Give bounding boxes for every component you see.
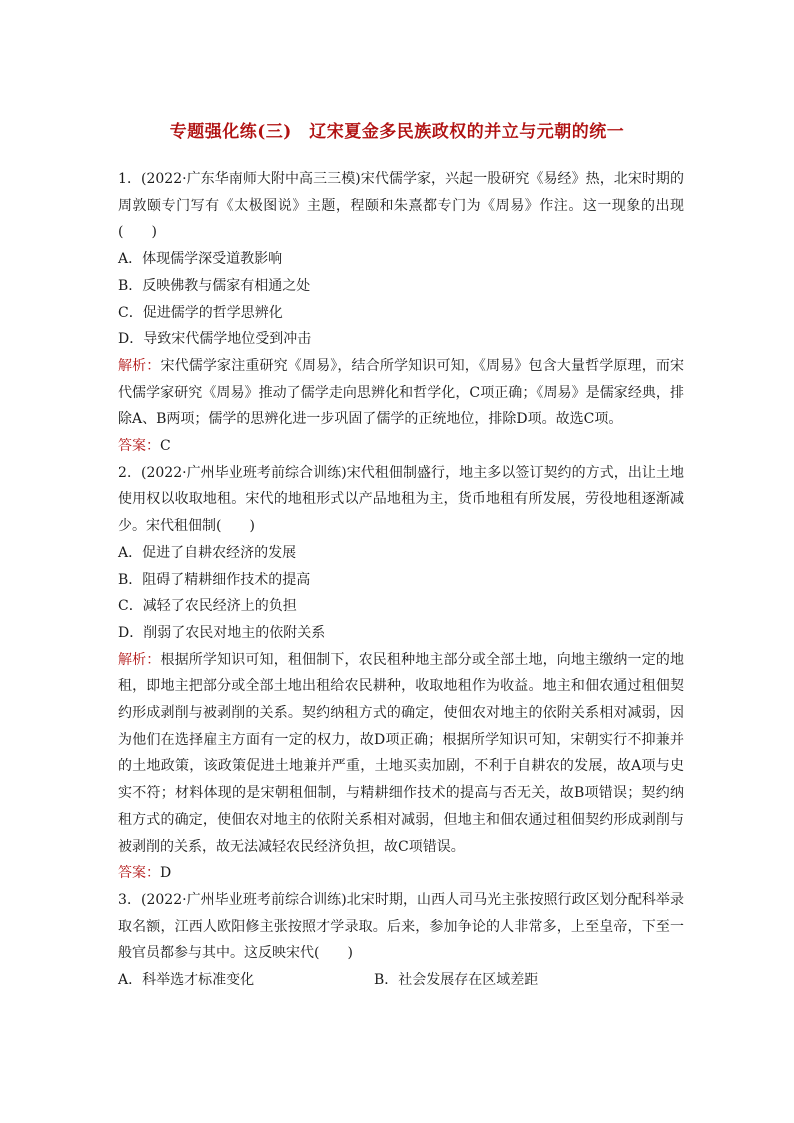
question-1 [118,166,684,460]
answer-label: 答案： [118,438,160,455]
question-list [118,166,684,994]
option-d: D．导致宋代儒学地位受到冲击 [118,331,312,348]
option-a: A．促进了自耕农经济的发展 [118,544,297,561]
question-stem: 1．(2022·广东华南师大附中高三三模)宋代儒学家，兴起一股研究《易经》热，北宋时期的周敦颐专门写有《太极图说》主题，程颐和朱熹都专门为《周易》作注。这一现象的出现( ) [118,171,684,241]
answer-value: D [160,865,172,882]
document-title: 专题强化练(三) 辽宋夏金多民族政权的并立与元朝的统一 [169,122,625,142]
question-stem: 2．(2022·广州毕业班考前综合训练)宋代租佃制盛行，地主多以签订契约的方式，出让土地使用权以收取地租。宋代的地租形式以产品地租为主，货币地租有所发展，劳役地租逐渐减少。宋代租佃制( ) [118,464,684,535]
answer [118,860,684,887]
option-a: A．科举选才标准变化 [118,972,255,989]
analysis-label: 解析： [118,357,161,374]
answer-value: C [160,438,171,455]
option-a: A．体现儒学深受道教影响 [118,251,283,268]
option-c: C．减轻了农民经济上的负担 [118,598,297,615]
answer [118,433,684,460]
question-3 [118,887,684,994]
question-2 [118,460,684,887]
option-row [118,967,684,994]
analysis-text: 根据所学知识可知，租佃制下，农民租种地主部分或全部土地，向地主缴纳一定的地租，即地主把部分或全部土地出租给农民耕种，收取地租作为收益。地主和佃农通过租佃契约形成剥削与被剥削的关系。契约纳租方式的确定，使佃农对地主的依附关系相对减弱，因为他们在选择雇主方面有一定的权力，故D项正确；根据所学知识可知，宋朝实行不抑兼并的土地政策，该政策促进土地兼并严重，土地买卖加剧，不利于自耕农的发展，故A项与史实不符；材料体现的是宋朝租佃制，与精耕细作技术的提高与否无关，故B项错误；契约纳租方式的确定，使佃农对地主的依附关系相对减弱，但地主和佃农通过租佃契约形成剥削与被剥削的关系，故无法减轻农民经济负担，故C项错误。 [118,651,685,855]
answer-label: 答案： [118,865,160,882]
question-stem: 3．(2022·广州毕业班考前综合训练)北宋时期，山西人司马光主张按照行政区划分配科举录取名额，江西人欧阳修主张按照才学录取。后来，参加争论的人非常多，上至皇帝，下至一般官员都参与其中。这反映宋代( ) [118,891,684,962]
option-b: B．反映佛教与儒家有相通之处 [118,277,311,294]
option-c: C．促进儒学的哲学思辨化 [118,304,283,321]
analysis-text: 宋代儒学家注重研究《周易》，结合所学知识可知，《周易》包含大量哲学原理，而宋代儒学家研究《周易》推动了儒学走向思辨化和哲学化，C项正确；《周易》是儒家经典，排除A、B两项；儒学的思辨化进一步巩固了儒学的正统地位，排除D项。故选C项。 [118,357,685,428]
analysis-label: 解析： [118,651,161,668]
option-b: B．社会发展存在区域差距 [374,972,539,989]
analysis [118,647,684,861]
analysis [118,353,684,433]
option-d: D．削弱了农民对地主的依附关系 [118,624,326,641]
option-b: B．阻碍了精耕细作技术的提高 [118,571,311,588]
